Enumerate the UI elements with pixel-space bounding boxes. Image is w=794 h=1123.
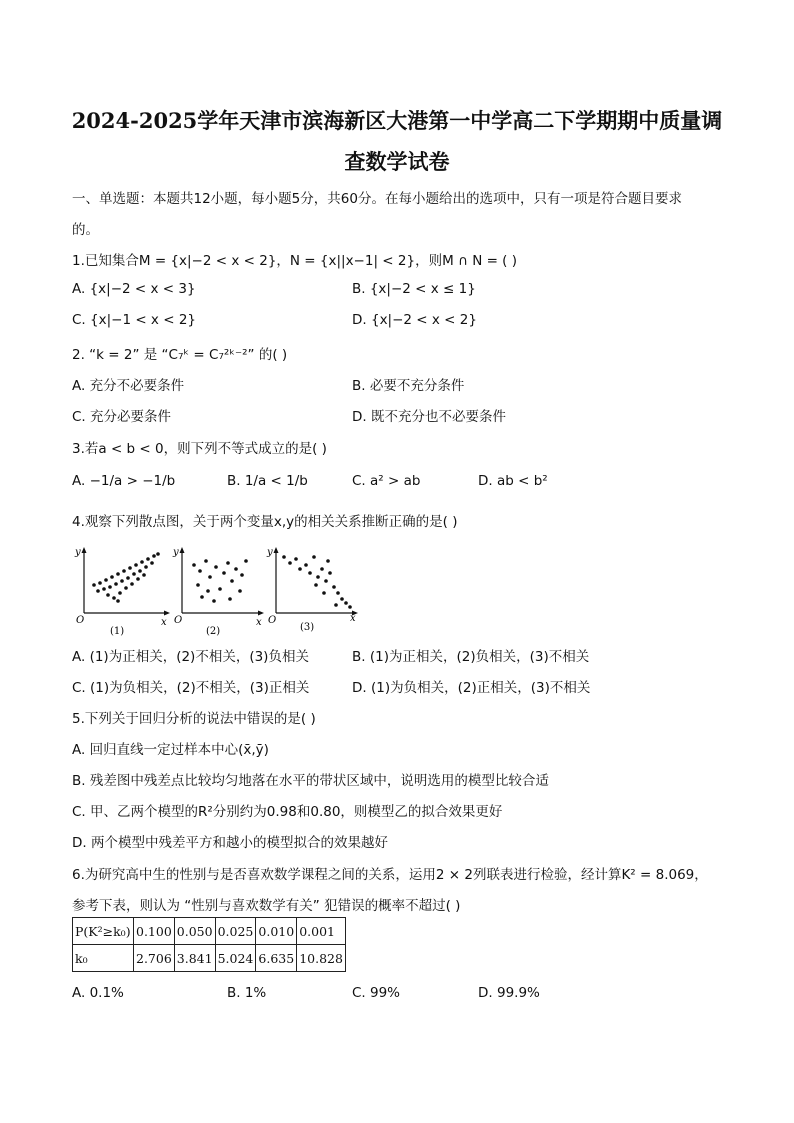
q4-option-c: C. (1)为负相关，(2)不相关，(3)正相关 (72, 680, 310, 696)
q3-option-c: C. a² > ab (352, 473, 421, 489)
table-cell: 2.706 (134, 945, 175, 972)
q3-stem: 3.若a < b < 0，则下列不等式成立的是( ) (72, 441, 327, 457)
table-cell: 0.010 (256, 918, 297, 945)
plot2-points (192, 559, 248, 603)
section-instructions: 一、单选题：本题共12小题，每小题5分，共60分。在每小题给出的选项中，只有一项是符合题目要求 (72, 191, 682, 207)
plot3-origin: O (268, 615, 277, 626)
q4-stem: 4.观察下列散点图，关于两个变量x,y的相关关系推断正确的是( ) (72, 514, 458, 530)
q5-stem: 5.下列关于回归分析的说法中错误的是( ) (72, 711, 316, 727)
q6-stem-line1: 6.为研究高中生的性别与是否喜欢数学课程之间的关系，运用2 × 2列联表进行检验，经计算K² = 8.069， (72, 867, 708, 883)
table-cell: 0.050 (174, 918, 215, 945)
q6-option-b: B. 1% (227, 985, 267, 1001)
plot1-caption: (1) (110, 626, 125, 637)
q4-option-a: A. (1)为正相关，(2)不相关，(3)负相关 (72, 649, 309, 665)
q1-option-d: D. {x|−2 < x < 2} (352, 312, 477, 328)
exam-title-line2: 查数学试卷 (344, 149, 450, 174)
plot1-points (92, 552, 160, 603)
q1-option-a: A. {x|−2 < x < 3} (72, 281, 196, 297)
plot1-y-label: y (75, 547, 81, 558)
exam-title-line1: 2024-2025学年天津市滨海新区大港第一中学高二下学期期中质量调 (71, 108, 723, 133)
q2-option-a: A. 充分不必要条件 (72, 378, 185, 394)
q6-option-a: A. 0.1% (72, 985, 124, 1001)
plot3-points (282, 555, 352, 609)
q6-option-c: C. 99% (352, 985, 401, 1001)
table-cell: 6.635 (256, 945, 297, 972)
plot2-caption: (2) (206, 626, 221, 637)
table-row (73, 918, 346, 945)
plot2-x-arrow (258, 611, 264, 616)
q3-option-a: A. −1/a > −1/b (72, 473, 176, 489)
q5-option-c: C. 甲、乙两个模型的R²分别约为0.98和0.80，则模型乙的拟合效果更好 (72, 804, 503, 820)
plot1-origin: O (76, 615, 85, 626)
plot3-x-label: x (350, 613, 356, 624)
q1-option-c: C. {x|−1 < x < 2} (72, 312, 196, 328)
plot3-y-label: y (267, 547, 273, 558)
table-cell: 0.001 (297, 918, 346, 945)
plot1-y-arrow (82, 547, 87, 553)
scatter-plot-1 (74, 547, 170, 637)
table-cell: 0.100 (134, 918, 175, 945)
scatter-plot-2 (172, 547, 264, 637)
table-cell: 5.024 (215, 945, 256, 972)
plot1-x-arrow (164, 611, 170, 616)
q3-option-b: B. 1/a < 1/b (227, 473, 308, 489)
q1-stem: 1.已知集合M = {x|−2 < x < 2}，N = {x||x−1| < 2}，则M ∩ N = ( ) (72, 253, 518, 269)
q4-option-b: B. (1)为正相关，(2)负相关，(3)不相关 (352, 649, 590, 665)
table-cell: 10.828 (297, 945, 346, 972)
table-cell: 3.841 (174, 945, 215, 972)
plot3-y-arrow (274, 547, 279, 553)
scatter-plot-3 (266, 547, 358, 633)
q5-option-d: D. 两个模型中残差平方和越小的模型拟合的效果越好 (72, 835, 388, 851)
q2-option-d: D. 既不充分也不必要条件 (352, 409, 506, 425)
q6-critical-value-table (72, 917, 346, 972)
q6-option-d: D. 99.9% (478, 985, 540, 1001)
table-cell: 0.025 (215, 918, 256, 945)
table-cell: P(K²≥k₀) (73, 918, 134, 945)
plot1-x-label: x (161, 617, 167, 628)
plot2-y-label: y (173, 547, 179, 558)
q1-option-b: B. {x|−2 < x ≤ 1} (352, 281, 476, 297)
q4-option-d: D. (1)为负相关，(2)正相关，(3)不相关 (352, 680, 591, 696)
q3-option-d: D. ab < b² (478, 473, 548, 489)
q4-scatter-figures (72, 543, 372, 637)
plot2-y-arrow (180, 547, 185, 553)
q2-option-c: C. 充分必要条件 (72, 409, 172, 425)
section-instructions-cont: 的。 (72, 222, 99, 238)
q2-stem: 2. “k = 2” 是 “C₇ᵏ = C₇²ᵏ⁻²” 的( ) (72, 347, 288, 363)
table-row (73, 945, 346, 972)
q5-option-b: B. 残差图中残差点比较均匀地落在水平的带状区域中，说明选用的模型比较合适 (72, 773, 549, 789)
plot2-origin: O (174, 615, 183, 626)
table-cell: k₀ (73, 945, 134, 972)
q5-option-a: A. 回归直线一定过样本中心(x̄,ȳ) (72, 742, 269, 758)
q2-option-b: B. 必要不充分条件 (352, 378, 465, 394)
plot2-x-label: x (256, 617, 262, 628)
q6-stem-line2: 参考下表，则认为 “性别与喜欢数学有关” 犯错误的概率不超过( ) (72, 898, 461, 914)
plot3-caption: (3) (300, 622, 315, 633)
